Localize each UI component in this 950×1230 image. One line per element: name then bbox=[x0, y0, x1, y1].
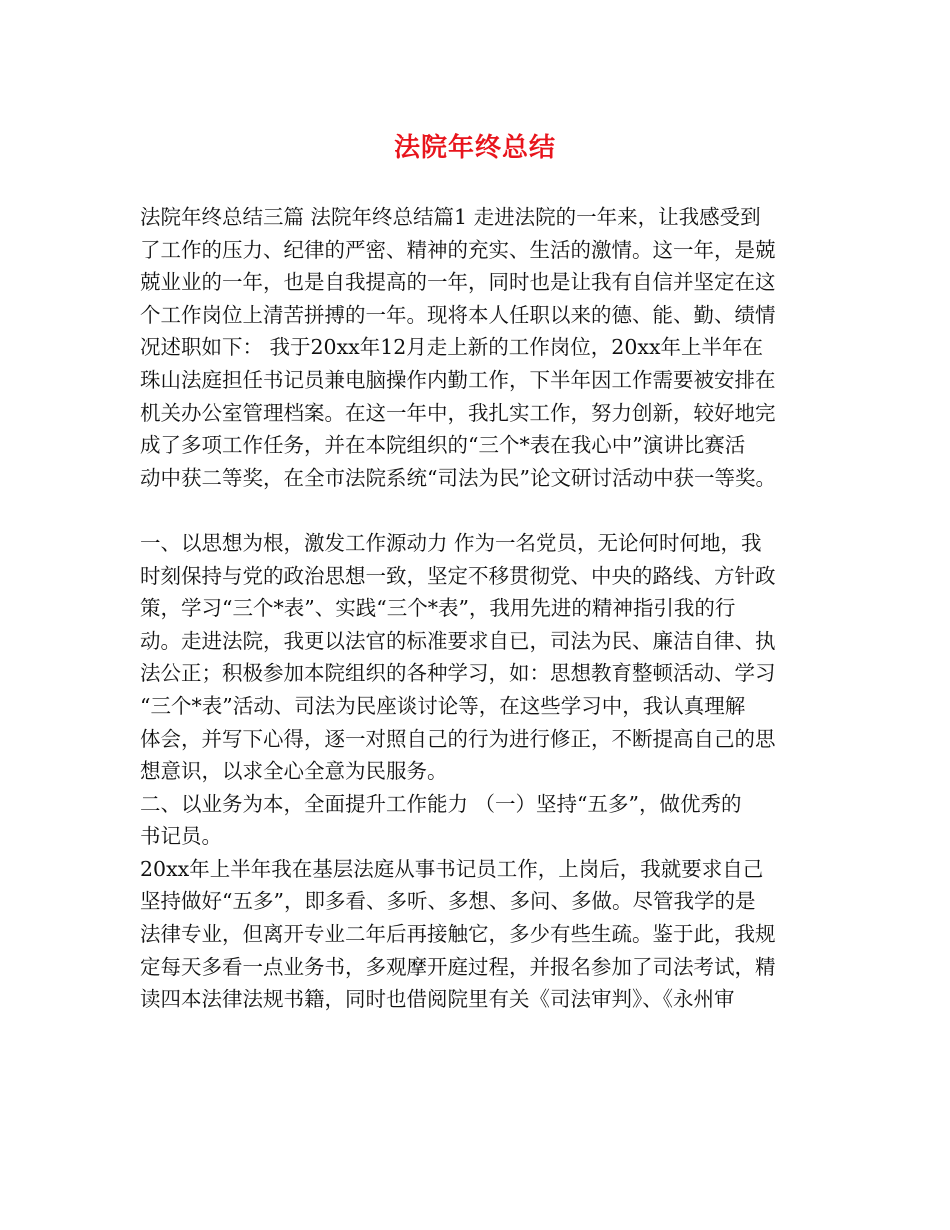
body-line: 20xx年上半年我在基层法庭从事书记员工作，上岗后，我就要求自己 bbox=[140, 856, 764, 881]
body-line: 了工作的压力、纪律的严密、精神的充实、生活的激情。这一年，是兢 bbox=[140, 237, 776, 262]
body-line: 体会，并写下心得，逐一对照自己的行为进行修正，不断提高自己的思 bbox=[140, 726, 776, 751]
body-line: 况述职如下： 我于20xx年12月走上新的工作岗位，20xx年上半年在 bbox=[140, 335, 764, 360]
body-line: 成了多项工作任务，并在本院组织的“三个*表在我心中”演讲比赛活 bbox=[140, 433, 746, 458]
document-body bbox=[140, 201, 830, 1016]
body-line: 兢业业的一年，也是自我提高的一年，同时也是让我有自信并坚定在这 bbox=[140, 270, 776, 295]
body-line: 珠山法庭担任书记员兼电脑操作内勤工作，下半年因工作需要被安排在 bbox=[140, 367, 776, 392]
body-line: 读四本法律法规书籍，同时也借阅院里有关《司法审判》、《永州审 bbox=[140, 987, 735, 1012]
body-line: 想意识，以求全心全意为民服务。 bbox=[140, 759, 448, 784]
body-line: “三个*表”活动、司法为民座谈讨论等，在这些学习中，我认真理解 bbox=[140, 693, 746, 718]
body-line: 动中获二等奖，在全市法院系统“司法为民”论文研讨活动中获一等奖。 bbox=[140, 465, 776, 490]
body-line: 坚持做好“五多”，即多看、多听、多想、多问、多做。尽管我学的是 bbox=[140, 889, 756, 914]
body-line: 定每天多看一点业务书，多观摩开庭过程，并报名参加了司法考试，精 bbox=[140, 954, 776, 979]
body-line: 机关办公室管理档案。在这一年中，我扎实工作，努力创新，较好地完 bbox=[140, 400, 776, 425]
body-line: 动。走进法院，我更以法官的标准要求自已，司法为民、廉洁自律、执 bbox=[140, 628, 776, 653]
body-line: 策，学习“三个*表”、实践“三个*表”，我用先进的精神指引我的行 bbox=[140, 596, 736, 621]
body-line: 法院年终总结三篇 法院年终总结篇1 走进法院的一年来，让我感受到 bbox=[140, 205, 761, 229]
paragraph-gap bbox=[140, 494, 830, 527]
body-line: 二、以业务为本，全面提升工作能力 （一）坚持“五多”，做优秀的 bbox=[140, 791, 742, 816]
body-line: 法公正；积极参加本院组织的各种学习，如：思想教育整顿活动、学习 bbox=[140, 661, 776, 686]
body-line: 时刻保持与党的政治思想一致，坚定不移贯彻党、中央的路线、方针政 bbox=[140, 563, 776, 588]
body-line: 个工作岗位上清苦拼搏的一年。现将本人任职以来的德、能、勤、绩情 bbox=[140, 302, 776, 327]
document-title: 法院年终总结 bbox=[393, 133, 556, 163]
body-line: 法律专业，但离开专业二年后再接触它，多少有些生疏。鉴于此，我规 bbox=[140, 922, 776, 947]
body-line: 书记员。 bbox=[140, 824, 222, 849]
body-line: 一、以思想为根，激发工作源动力 作为一名党员，无论何时何地，我 bbox=[140, 530, 762, 555]
